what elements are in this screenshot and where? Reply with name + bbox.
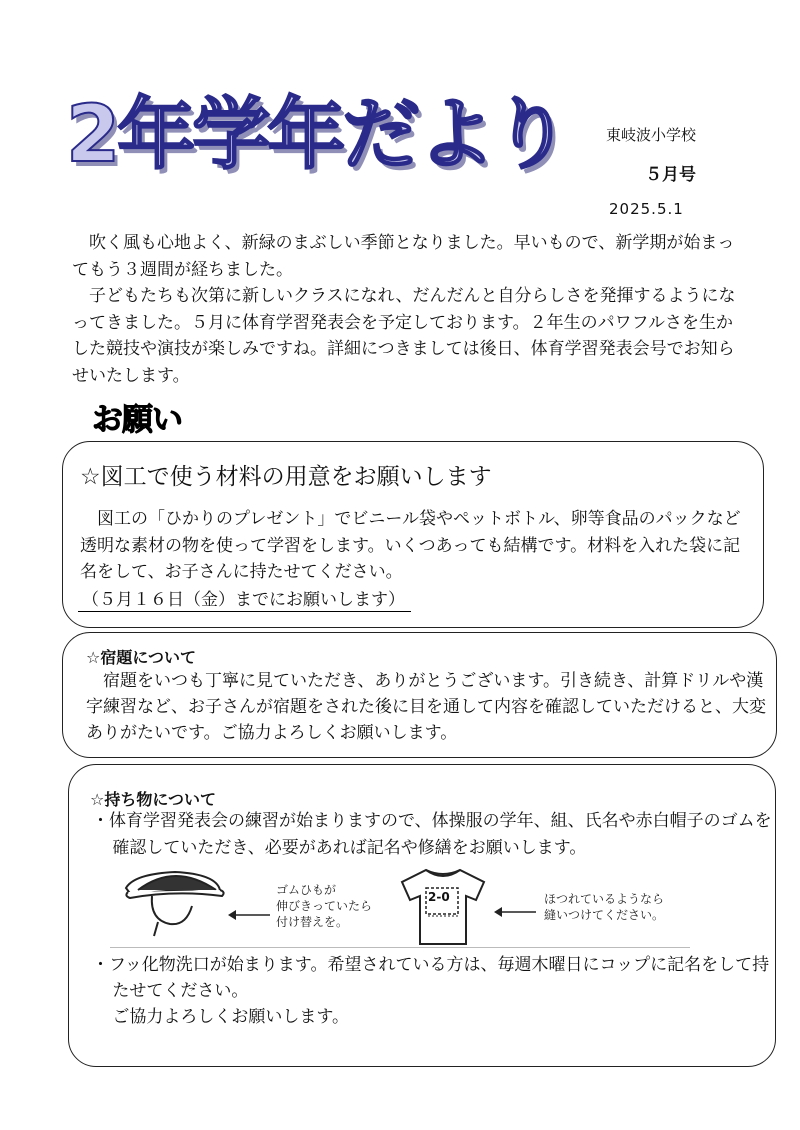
homework-body: [86, 668, 766, 746]
newsletter-title: 2年学年だより: [66, 90, 568, 180]
shirt-note: ほつれているようなら 縫いつけてください。: [544, 892, 665, 922]
homework-paragraph: 宿題をいつも丁寧に見ていただき、ありがとうございます。引き続き、計算ドリルや漢字練習など、お子さんが宿題をされた後に目を通して内容を確認していただけると、大変ありがたいです。ご協力よろしくお願いします。: [86, 671, 766, 743]
materials-paragraph: 図工の「ひかりのプレゼント」でビニール袋やペットボトル、卵等食品のパックなど透明な素材の物を使って学習をします。いくつあっても結構です。材料を入れた袋に記名をして、お子さんに持たせてください。: [80, 509, 741, 582]
shirt-label: 2-0: [428, 890, 450, 904]
school-name: 東岐波小学校: [606, 126, 697, 144]
issue-month: ５月号: [645, 165, 696, 185]
gym-shirt-illustration: [398, 864, 488, 948]
belongings-item-2-text: ・フッ化物洗口が始まります。希望されている方は、毎週木曜日にコップに記名をして持たせてください。: [92, 955, 770, 1001]
intro-text: [72, 230, 742, 389]
belongings-heading: ☆持ち物について: [90, 790, 217, 809]
materials-body: [80, 506, 752, 586]
issue-date: 2025.5.1: [609, 200, 684, 218]
materials-deadline: （５月１６日（金）までにお願いします）: [78, 585, 411, 612]
divider: [110, 947, 690, 948]
belongings-item-2: [92, 952, 772, 1030]
requests-heading: お願い: [92, 402, 182, 438]
cap-note: ゴムひもが 伸びきっていたら 付け替えを。: [276, 883, 373, 929]
arrow-left-icon: [226, 908, 272, 922]
belongings-item-1: [92, 808, 772, 861]
belongings-item-1-text: ・体育学習発表会の練習が始まりますので、体操服の学年、組、氏名や赤白帽子のゴムを確認していただき、必要があれば記名や修繕をお願いします。: [92, 811, 772, 858]
intro-paragraph-1: 吹く風も心地よく、新緑のまぶしい季節となりました。早いもので、新学期が始まってもう３週間が経ちました。: [72, 233, 735, 280]
homework-heading: ☆宿題について: [86, 648, 197, 667]
closing-text: ご協力よろしくお願いします。: [112, 1007, 350, 1027]
intro-paragraph-2: 子どもたちも次第に新しいクラスになれ、だんだんと自分らしさを発揮するようになってきました。５月に体育学習発表会を予定しております。２年生のパワフルさを生かした競技や演技が楽しみですね。詳細につきましては後日、体育学習発表会号でお知らせいたします。: [72, 286, 736, 386]
materials-heading: ☆図工で使う材料の用意をお願いします: [80, 464, 492, 490]
cap-illustration: [120, 866, 230, 946]
arrow-left-icon: [492, 905, 538, 919]
